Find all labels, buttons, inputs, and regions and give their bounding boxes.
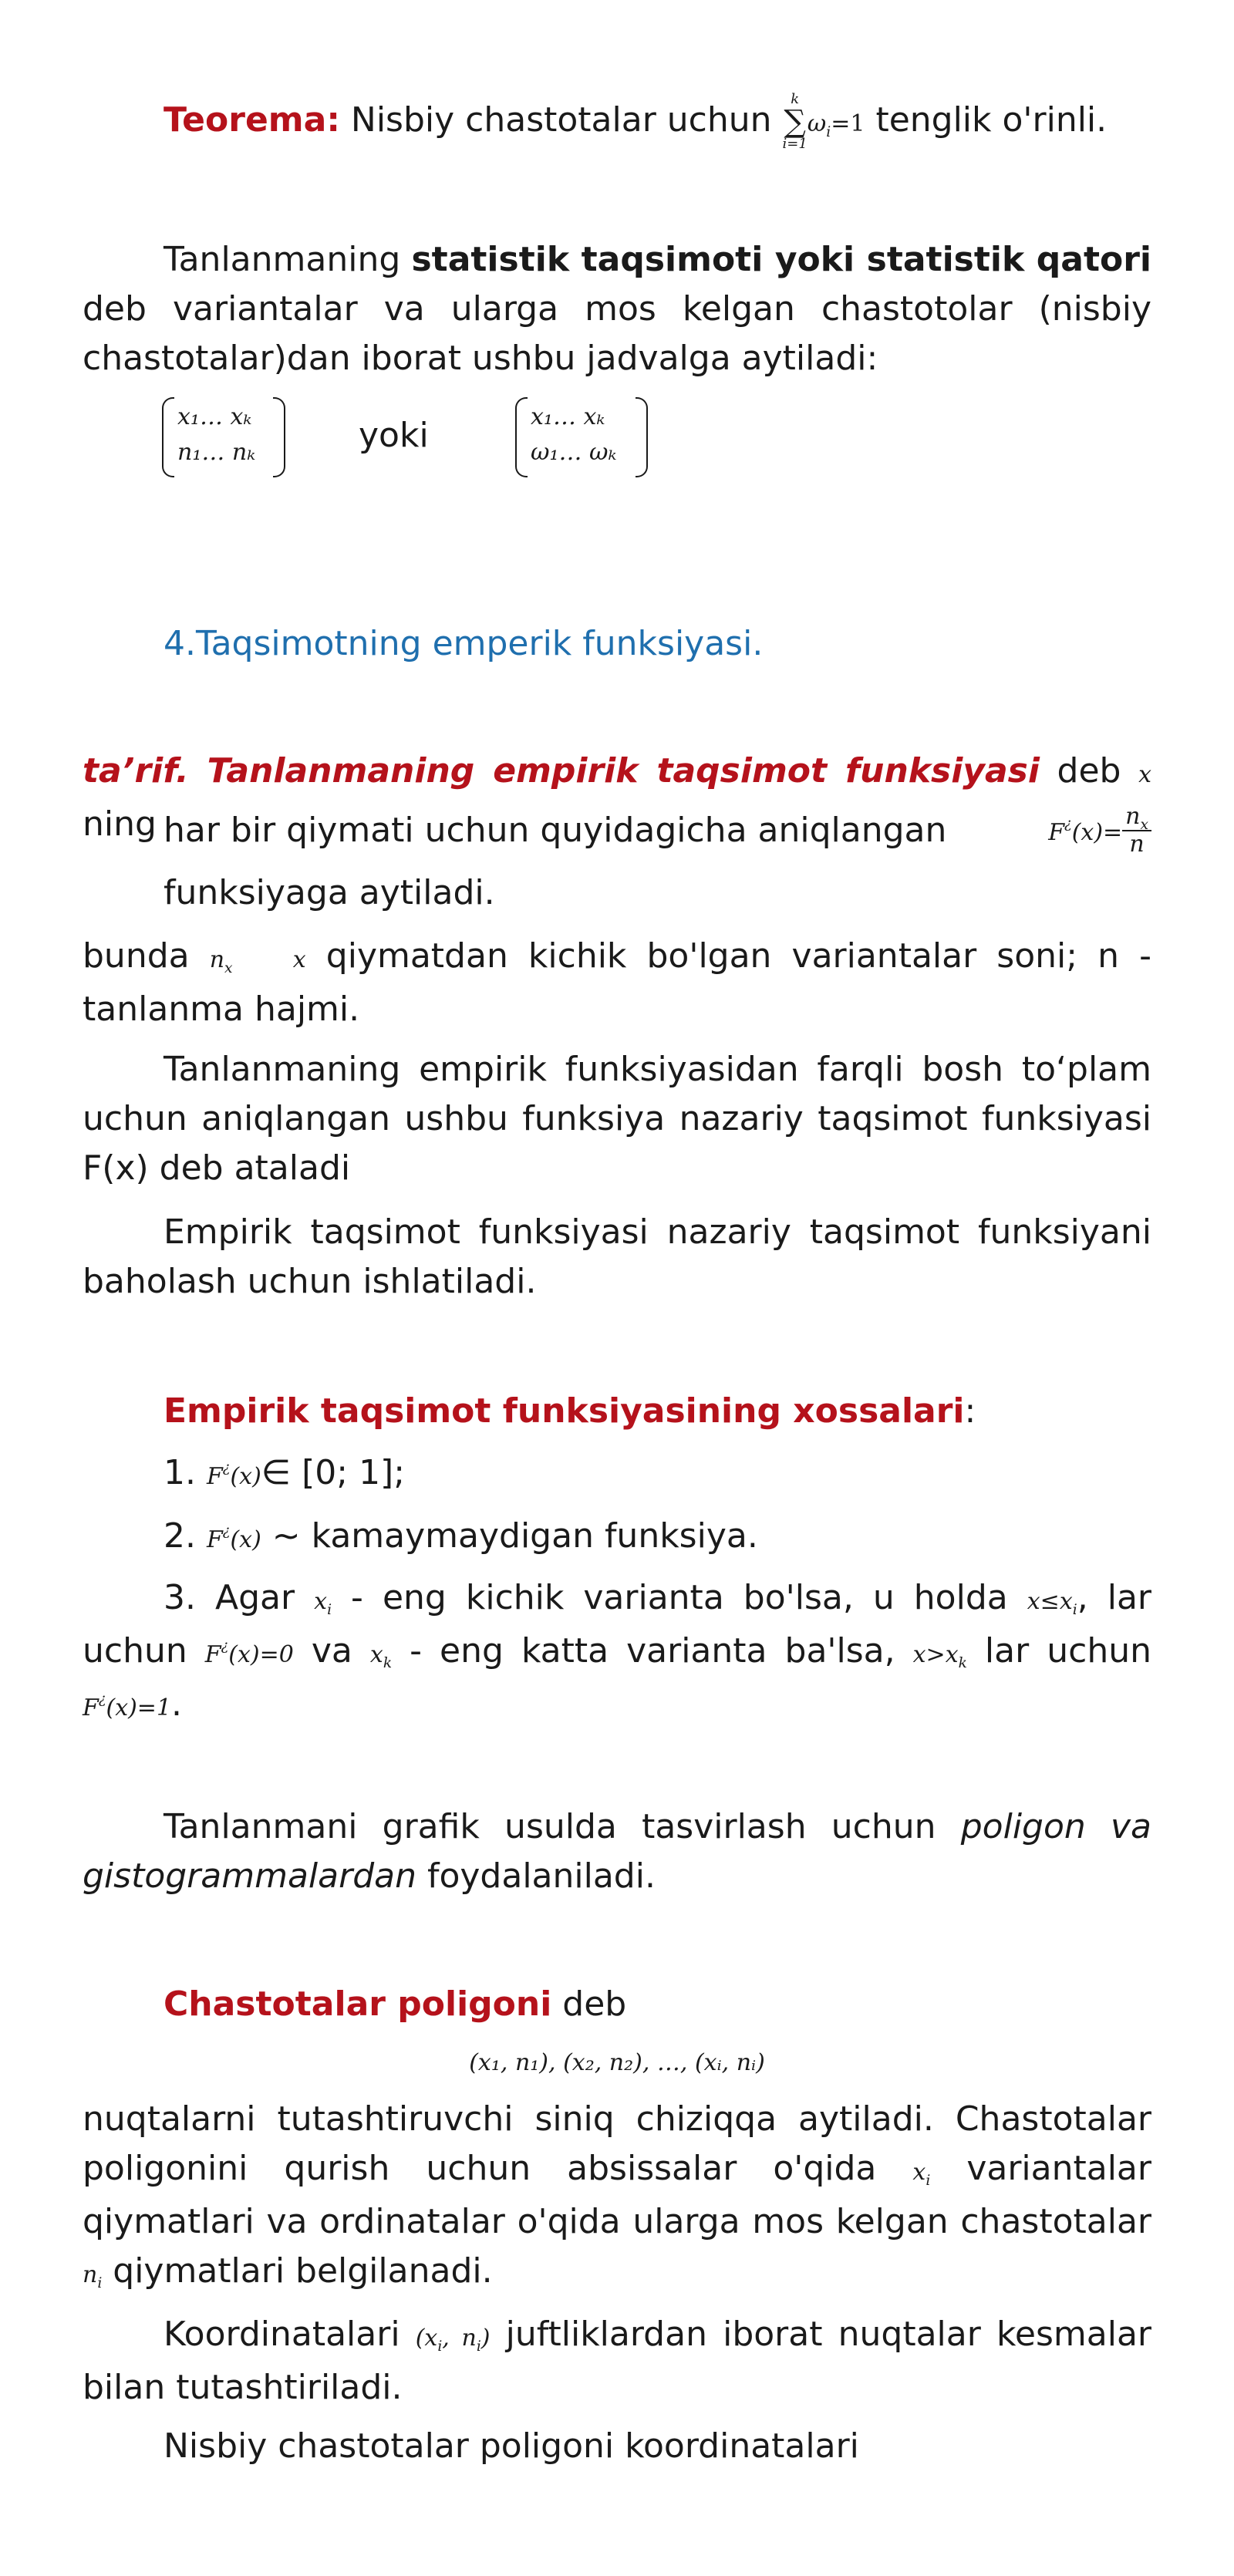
property-2: 2. F¿(x) ~ kamaymaydigan funksiya. [164, 1516, 758, 1556]
theorem-label: Teorema: [164, 100, 340, 140]
graph-paragraph: Tanlanmani grafik usulda tasvirlash uchun poligon va gistogrammalardan foydalaniladi. [83, 1807, 1151, 1896]
properties-heading: Empirik taqsimot funksiyasining xossalari: [164, 1391, 976, 1431]
definition-label: ta’rif. Tanlanmaning empirik taqsimot funksiyasi [83, 751, 1040, 791]
matrix-separator: yoki [359, 416, 429, 455]
theoretical-function-paragraph: Tanlanmaning empirik funksiyasidan farqli bosh to‘plam uchun aniqlangan ushbu funksiya nazariy taqsimot funksiyasi F(x) deb ataladi [83, 1050, 1151, 1188]
polygon-points-formula: (x₁, n₁), (x₂, n₂), …, (xᵢ, nᵢ) [469, 2049, 765, 2076]
sum-term: $\omega_i=1$ [807, 110, 865, 140]
definition-line-3: funksiyaga aytiladi. [164, 873, 495, 912]
definition-statistical-series: Tanlanmaning statistik taqsimoti yoki statistik qatori deb variantalar va ularga mos kelgan chastotolar (nisbiy chastotalar)dan iborat ushbu jadvalga aytiladi: [83, 240, 1151, 378]
theorem-text: Nisbiy chastotalar uchun [339, 100, 783, 140]
polygon-paragraph-1: nuqtalarni tutashtiruvchi siniq chiziqqa aytiladi. Chastotalar poligonini qurish uchun absissalar o'qida $x_i$ variantalar qiymatlari va ordinatalar o'qida ularga mos kelgan chastotalar $n_i$ qiymatlari belgilanadi. [83, 2099, 1151, 2291]
polygon-paragraph-3: Nisbiy chastotalar poligoni koordinatalari [164, 2426, 859, 2466]
property-1: 1. F¿(x)∈ [0; 1]; [164, 1453, 406, 1492]
frequency-matrix: x₁… xₖ n₁… nₖ [162, 397, 285, 474]
polygon-paragraph-2: Koordinatalari ($x_i$, $n_i$) juftliklardan iborat nuqtalar kesmalar bilan tutashtiriladi. [83, 2315, 1151, 2407]
property-3: 3. Agar $x_i$ - eng kichik varianta bo'lsa, u holda $x\le x_i$, lar uchun F¿(x)=0 va $x_k$ - eng katta varianta ba'lsa, $x>x_k$ lar uchun F¿(x)=1. [83, 1578, 1151, 1724]
definition-empirical-function: ta’rif. Tanlanmaning empirik taqsimot funksiyasi deb x ning [83, 751, 1152, 844]
usage-paragraph: Empirik taqsimot funksiyasi nazariy taqsimot funksiyani baholash uchun ishlatiladi. [83, 1212, 1151, 1301]
term-statistical-series: statistik taqsimoti yoki statistik qatori [411, 240, 1151, 279]
section-heading: 4.Taqsimotning emperik funksiyasi. [164, 624, 764, 663]
polygon-definition-heading: Chastotalar poligoni deb [164, 1984, 627, 2024]
sum-formula: k ∑ i=1 [782, 91, 807, 152]
graph-methods: poligon va gistogrammalardan [83, 1807, 1151, 1896]
theorem-tail: tenglik o'rinli. [865, 100, 1108, 140]
bunda-paragraph: bunda $n_x$ x qiymatdan kichik bo'lgan variantalar soni; n - tanlanma hajmi. [83, 936, 1151, 1029]
theorem-paragraph [83, 91, 1151, 153]
definition-line-2: har bir qiymati uchun quyidagicha aniqlangan F¿(x)= $\frac{n_x}{n}$ [83, 804, 1151, 858]
empirical-function-formula: F¿(x)= $\frac{n_x}{n}$ [1048, 804, 1151, 858]
relative-frequency-matrix: x₁… xₖ ω₁… ωₖ [515, 397, 648, 474]
